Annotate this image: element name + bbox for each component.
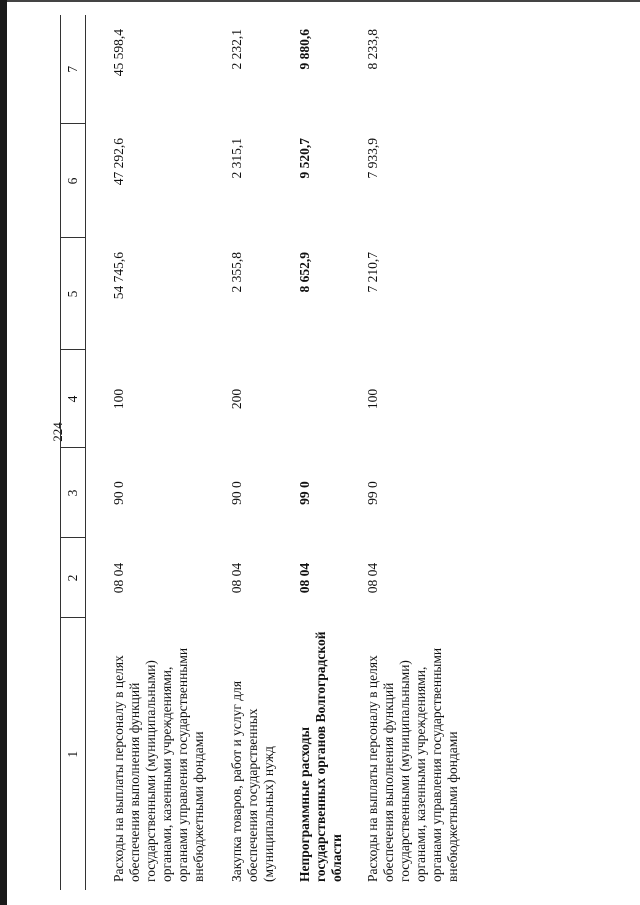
- program-code: 99 0: [365, 481, 380, 505]
- program-code: 90 0: [111, 481, 126, 505]
- expense-type-code: [277, 350, 345, 448]
- row-name: Расходы на выплаты персоналу в целях обеспечения выполнения функций государственными (муниципальными) органами, казенными учреждениями, органами управления государственными внебюджетными фондами: [365, 647, 460, 882]
- section-code: 08 04: [229, 562, 244, 594]
- scan-border-left: [0, 0, 7, 905]
- amount-col6: 47 292,6: [111, 138, 126, 186]
- amount-col6: 2 315,1: [229, 138, 244, 179]
- table-row: [86, 15, 208, 890]
- section-code: 08 04: [111, 562, 126, 594]
- budget-table: [60, 15, 461, 890]
- header-cell: 5: [61, 238, 86, 350]
- header-cell: 3: [61, 448, 86, 538]
- header-cell: 4: [61, 350, 86, 448]
- amount-col6: 7 933,9: [365, 138, 380, 179]
- row-name: Закупка товаров, работ и услуг для обеспечения государственных (муниципальных) нужд: [229, 680, 276, 882]
- expense-type-code: 200: [229, 388, 244, 410]
- amount-col7: 9 880,6: [297, 29, 312, 70]
- header-cell: 2: [61, 538, 86, 618]
- page-number: 224: [50, 422, 65, 442]
- section-code: 08 04: [365, 562, 380, 594]
- amount-col5: 54 745,6: [111, 252, 126, 300]
- row-name: Расходы на выплаты персоналу в целях обеспечения выполнения функций государственными (муниципальными) органами, казенными учреждениями, органами управления государственными внебюджетными фондами: [111, 647, 206, 882]
- header-cell: 1: [61, 618, 86, 890]
- amount-col5: 7 210,7: [365, 252, 380, 293]
- amount-col6: 9 520,7: [297, 138, 312, 179]
- program-code: 99 0: [297, 481, 312, 505]
- amount-col5: 2 355,8: [229, 252, 244, 293]
- header-cell: 7: [61, 15, 86, 124]
- amount-col5: 8 652,9: [297, 252, 312, 293]
- table-row: [207, 15, 277, 890]
- amount-col7: 45 598,4: [111, 29, 126, 77]
- scan-border-top: [0, 0, 640, 2]
- rotated-table-container: [60, 15, 605, 890]
- expense-type-code: 100: [365, 388, 380, 410]
- program-code: 90 0: [229, 481, 244, 505]
- expense-type-code: 100: [111, 388, 126, 410]
- amount-col7: 2 232,1: [229, 29, 244, 70]
- amount-col7: 8 233,8: [365, 29, 380, 70]
- table-row: [345, 15, 461, 890]
- table-row: [277, 15, 345, 890]
- table-header: [61, 15, 86, 890]
- section-code: 08 04: [297, 562, 312, 594]
- row-name: Непрограммные расходы государственных органов Волгоградской области: [297, 631, 344, 882]
- header-cell: 6: [61, 124, 86, 238]
